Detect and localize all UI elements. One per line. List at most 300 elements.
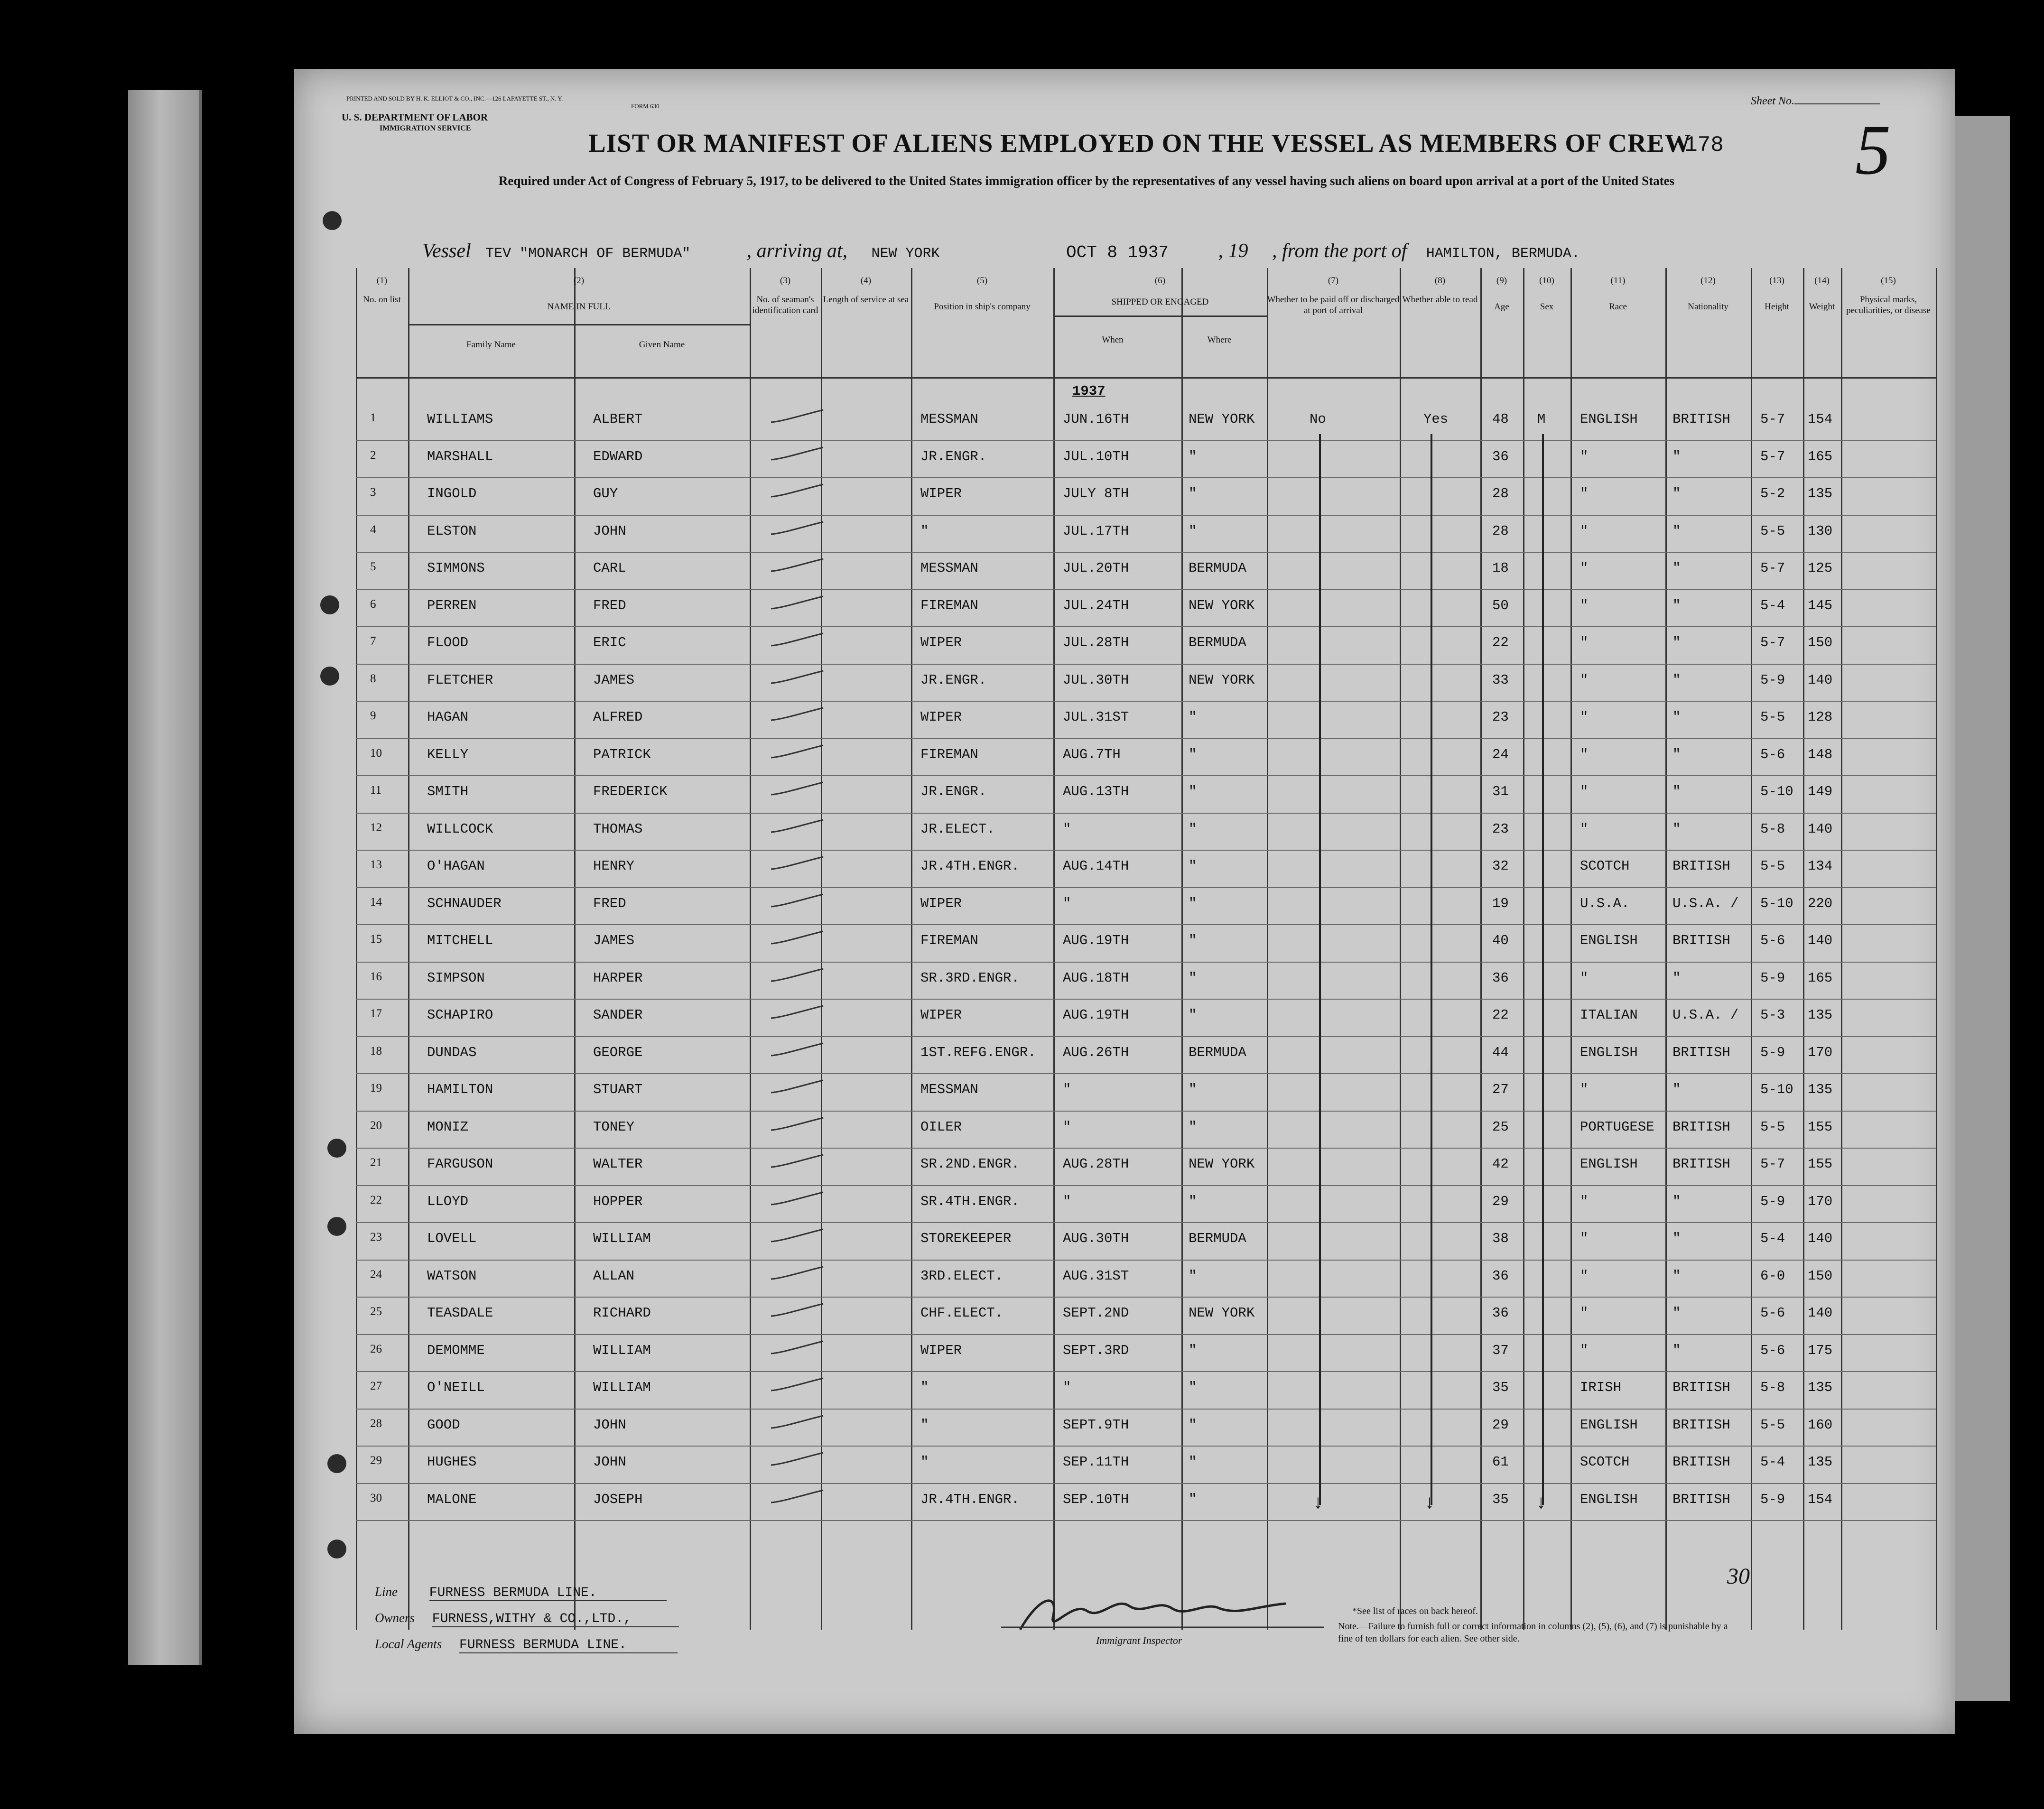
cell-age: 50 bbox=[1492, 597, 1509, 613]
cell-row-number: 12 bbox=[370, 821, 382, 834]
cell-height: 5-9 bbox=[1760, 672, 1785, 688]
cell-age: 25 bbox=[1492, 1119, 1509, 1135]
cell-given-name: RICHARD bbox=[593, 1305, 651, 1321]
cell-paid-off: No bbox=[1310, 411, 1326, 427]
cell-nationality: " bbox=[1672, 709, 1681, 725]
column-rule bbox=[1053, 268, 1055, 1630]
cell-height: 5-8 bbox=[1760, 1380, 1785, 1395]
column-header-c13: Height bbox=[1765, 302, 1789, 312]
cell-position: WIPER bbox=[920, 635, 962, 650]
row-rule bbox=[356, 775, 1936, 776]
cell-position: FIREMAN bbox=[920, 597, 978, 613]
back-page-edge bbox=[1950, 116, 2010, 1701]
cell-weight: 145 bbox=[1808, 597, 1833, 613]
cell-position: 3RD.ELECT. bbox=[920, 1268, 1003, 1284]
cell-nationality: " bbox=[1672, 1231, 1681, 1246]
cell-age: 22 bbox=[1492, 635, 1509, 650]
cell-age: 44 bbox=[1492, 1044, 1509, 1060]
cell-shipped-place: NEW YORK bbox=[1189, 672, 1255, 688]
cell-height: 5-9 bbox=[1760, 1491, 1785, 1507]
column-header-c5: Position in ship's company bbox=[934, 302, 1031, 312]
column-header-c8: Whether able to read bbox=[1402, 295, 1478, 305]
cell-age: 35 bbox=[1492, 1380, 1509, 1395]
cell-shipped-place: BERMUDA bbox=[1189, 1044, 1246, 1060]
cell-shipped-date: AUG.7TH bbox=[1063, 746, 1121, 762]
column-header-c13_num: (13) bbox=[1769, 276, 1784, 286]
row-rule bbox=[356, 738, 1936, 739]
cell-age: 36 bbox=[1492, 1305, 1509, 1321]
column-header-c6a: When bbox=[1102, 335, 1124, 345]
cell-position: MESSMAN bbox=[920, 411, 978, 427]
column-header-c3: No. of seaman's identification card bbox=[752, 295, 818, 315]
cell-nationality: BRITISH bbox=[1672, 1119, 1730, 1135]
cell-height: 5-7 bbox=[1760, 560, 1785, 576]
cell-height: 5-5 bbox=[1760, 523, 1785, 539]
cell-race: " bbox=[1580, 523, 1589, 539]
cell-family-name: MONIZ bbox=[427, 1119, 469, 1135]
cell-age: 23 bbox=[1492, 821, 1509, 837]
cell-shipped-place: BERMUDA bbox=[1189, 1231, 1246, 1246]
cell-shipped-date: JUL.17TH bbox=[1063, 523, 1129, 539]
row-rule bbox=[356, 1409, 1936, 1410]
column-rule bbox=[1267, 268, 1268, 1630]
cell-weight: 128 bbox=[1808, 709, 1833, 725]
cell-family-name: MITCHELL bbox=[427, 933, 493, 948]
cell-shipped-place: " bbox=[1189, 1342, 1197, 1358]
cell-position: JR.4TH.ENGR. bbox=[920, 1491, 1020, 1507]
arrow-head-icon: ↓ bbox=[1535, 1493, 1547, 1514]
cell-sex: M bbox=[1537, 411, 1546, 427]
checkmark-icon bbox=[769, 967, 826, 984]
cell-weight: 170 bbox=[1808, 1193, 1833, 1209]
cell-family-name: FARGUSON bbox=[427, 1156, 493, 1172]
cell-shipped-date: SEP.10TH bbox=[1063, 1491, 1129, 1507]
cell-age: 38 bbox=[1492, 1231, 1509, 1246]
cell-height: 5-7 bbox=[1760, 1156, 1785, 1172]
cell-age: 40 bbox=[1492, 933, 1509, 948]
cell-shipped-place: " bbox=[1189, 1119, 1197, 1135]
cell-height: 5-4 bbox=[1760, 1231, 1785, 1246]
cell-row-number: 4 bbox=[370, 523, 376, 536]
cell-nationality: " bbox=[1672, 635, 1681, 650]
column-header-c11: Race bbox=[1609, 302, 1627, 312]
owners-value: FURNESS,WITHY & CO.,LTD., bbox=[432, 1612, 679, 1627]
row-rule bbox=[356, 1111, 1936, 1112]
column-rule bbox=[574, 268, 576, 1630]
cell-shipped-place: " bbox=[1189, 858, 1197, 874]
cell-age: 36 bbox=[1492, 1268, 1509, 1284]
cell-family-name: SIMPSON bbox=[427, 970, 485, 986]
cell-given-name: JOHN bbox=[593, 523, 626, 539]
cell-shipped-place: " bbox=[1189, 1454, 1197, 1470]
cell-race: " bbox=[1580, 784, 1589, 799]
cell-position: FIREMAN bbox=[920, 746, 978, 762]
total-count: 30 bbox=[1727, 1564, 1750, 1589]
cell-shipped-date: AUG.19TH bbox=[1063, 1007, 1129, 1023]
punch-hole bbox=[327, 1217, 346, 1236]
footer-agents: Local Agents FURNESS BERMUDA LINE. bbox=[375, 1637, 678, 1653]
handwritten-sheet-number: 5 bbox=[1855, 111, 1891, 189]
checkmark-icon bbox=[769, 594, 826, 612]
cell-given-name: JOHN bbox=[593, 1454, 626, 1470]
page-subtitle: Required under Act of Congress of February 5, 1917, to be delivered to the United States immigration officer by the representatives of any vessel having such aliens on board upon arrival at a port of the United States bbox=[498, 174, 1675, 188]
cell-position: 1ST.REFG.ENGR. bbox=[920, 1044, 1036, 1060]
cell-age: 28 bbox=[1492, 523, 1509, 539]
cell-weight: 140 bbox=[1808, 821, 1833, 837]
cell-height: 5-8 bbox=[1760, 821, 1785, 837]
cell-height: 6-0 bbox=[1760, 1268, 1785, 1284]
column-header-c1: No. on list bbox=[363, 295, 401, 305]
paid-off-arrow bbox=[1319, 434, 1321, 1505]
cell-weight: 175 bbox=[1808, 1342, 1833, 1358]
cell-height: 5-9 bbox=[1760, 970, 1785, 986]
cell-family-name: WILLIAMS bbox=[427, 411, 493, 427]
cell-weight: 160 bbox=[1808, 1417, 1833, 1433]
cell-weight: 125 bbox=[1808, 560, 1833, 576]
cell-nationality: " bbox=[1672, 784, 1681, 799]
column-header-c6_num: (6) bbox=[1154, 276, 1166, 286]
row-rule bbox=[356, 1520, 1936, 1521]
cell-family-name: HAMILTON bbox=[427, 1082, 493, 1097]
checkmark-icon bbox=[769, 520, 826, 537]
cell-given-name: FRED bbox=[593, 895, 626, 911]
cell-given-name: STUART bbox=[593, 1082, 643, 1097]
cell-row-number: 3 bbox=[370, 486, 376, 499]
cell-nationality: U.S.A. / bbox=[1672, 895, 1739, 911]
column-header-c8_num: (8) bbox=[1434, 276, 1446, 286]
cell-shipped-place: " bbox=[1189, 895, 1197, 911]
cell-shipped-date: JUN.16TH bbox=[1063, 411, 1129, 427]
column-rule bbox=[911, 268, 912, 1630]
row-rule bbox=[356, 887, 1936, 888]
cell-given-name: JAMES bbox=[593, 672, 635, 688]
cell-row-number: 25 bbox=[370, 1305, 382, 1318]
cell-weight: 135 bbox=[1808, 1380, 1833, 1395]
cell-race: " bbox=[1580, 560, 1589, 576]
row-rule bbox=[356, 552, 1936, 553]
cell-family-name: MARSHALL bbox=[427, 448, 493, 464]
cell-given-name: WILLIAM bbox=[593, 1380, 651, 1395]
cell-given-name: FREDERICK bbox=[593, 784, 668, 799]
column-header-c15: Physical marks, peculiarities, or disease bbox=[1846, 295, 1931, 315]
cell-nationality: BRITISH bbox=[1672, 1156, 1730, 1172]
cell-row-number: 26 bbox=[370, 1342, 382, 1355]
cell-height: 5-6 bbox=[1760, 746, 1785, 762]
cell-race: PORTUGESE bbox=[1580, 1119, 1654, 1135]
cell-nationality: BRITISH bbox=[1672, 858, 1730, 874]
vessel-line: Vessel TEV "MONARCH OF BERMUDA" , arriving at, NEW YORK OCT 8 1937 , 19 , from the port of HAMILTON, BERMUDA. bbox=[422, 240, 1580, 262]
cell-nationality: BRITISH bbox=[1672, 1380, 1730, 1395]
row-rule bbox=[356, 515, 1936, 516]
column-header-c7: Whether to be paid off or discharged at port of arrival bbox=[1267, 295, 1400, 315]
cell-height: 5-10 bbox=[1760, 784, 1793, 799]
cell-shipped-place: " bbox=[1189, 1082, 1197, 1097]
cell-given-name: GUY bbox=[593, 486, 618, 501]
cell-race: " bbox=[1580, 1305, 1589, 1321]
cell-height: 5-5 bbox=[1760, 858, 1785, 874]
cell-race: " bbox=[1580, 970, 1589, 986]
column-header-c6b: Where bbox=[1207, 335, 1232, 345]
column-rule bbox=[408, 268, 409, 1630]
arrow-head-icon: ↓ bbox=[1312, 1493, 1324, 1514]
penalty-note: Note.—Failure to furnish full or correct information in columns (2), (5), (6), and (7) is punishable by a fine of ten dollars for each alien. See other side. bbox=[1338, 1621, 1728, 1644]
cell-family-name: LLOYD bbox=[427, 1193, 469, 1209]
cell-family-name: TEASDALE bbox=[427, 1305, 493, 1321]
cell-row-number: 10 bbox=[370, 746, 382, 760]
cell-shipped-date: AUG.31ST bbox=[1063, 1268, 1129, 1284]
column-header-c1_num: (1) bbox=[376, 276, 388, 286]
column-header-c12: Nationality bbox=[1688, 302, 1728, 312]
cell-family-name: PERREN bbox=[427, 597, 477, 613]
row-rule bbox=[356, 1446, 1936, 1447]
cell-able-to-read: Yes bbox=[1423, 411, 1449, 427]
column-rule bbox=[1803, 268, 1804, 1630]
cell-shipped-date: JUL.24TH bbox=[1063, 597, 1129, 613]
cell-race: SCOTCH bbox=[1580, 858, 1630, 874]
checkmark-icon bbox=[769, 445, 826, 463]
cell-weight: 140 bbox=[1808, 1231, 1833, 1246]
cell-age: 22 bbox=[1492, 1007, 1509, 1023]
cell-nationality: BRITISH bbox=[1672, 1417, 1730, 1433]
checkmark-icon bbox=[769, 929, 826, 946]
checkmark-icon bbox=[769, 1041, 826, 1058]
cell-given-name: HENRY bbox=[593, 858, 635, 874]
cell-shipped-place: " bbox=[1189, 1380, 1197, 1395]
cell-position: WIPER bbox=[920, 1007, 962, 1023]
cell-shipped-place: " bbox=[1189, 1417, 1197, 1433]
cell-family-name: HUGHES bbox=[427, 1454, 477, 1470]
cell-family-name: SCHNAUDER bbox=[427, 895, 502, 911]
cell-given-name: ALLAN bbox=[593, 1268, 635, 1284]
cell-race: " bbox=[1580, 1082, 1589, 1097]
cell-nationality: BRITISH bbox=[1672, 1454, 1730, 1470]
cell-shipped-place: " bbox=[1189, 746, 1197, 762]
row-rule bbox=[356, 1297, 1936, 1298]
cell-family-name: ELSTON bbox=[427, 523, 477, 539]
cell-height: 5-6 bbox=[1760, 933, 1785, 948]
column-rule bbox=[356, 268, 357, 1630]
punch-hole bbox=[320, 595, 339, 614]
checkmark-icon bbox=[769, 1116, 826, 1133]
row-rule bbox=[356, 1222, 1936, 1223]
cell-weight: 148 bbox=[1808, 746, 1833, 762]
row-rule bbox=[356, 626, 1936, 627]
cell-race: " bbox=[1580, 672, 1589, 688]
cell-nationality: " bbox=[1672, 448, 1681, 464]
cell-race: " bbox=[1580, 597, 1589, 613]
cell-height: 5-4 bbox=[1760, 1454, 1785, 1470]
cell-weight: 170 bbox=[1808, 1044, 1833, 1060]
checkmark-icon bbox=[769, 669, 826, 686]
cell-given-name: THOMAS bbox=[593, 821, 643, 837]
cell-nationality: BRITISH bbox=[1672, 1491, 1730, 1507]
cell-height: 5-7 bbox=[1760, 411, 1785, 427]
cell-position: SR.2ND.ENGR. bbox=[920, 1156, 1020, 1172]
column-header-c2: NAME IN FULL bbox=[547, 302, 611, 312]
checkmark-icon bbox=[769, 557, 826, 574]
cell-age: 33 bbox=[1492, 672, 1509, 688]
cell-shipped-place: NEW YORK bbox=[1189, 1156, 1255, 1172]
cell-given-name: JOHN bbox=[593, 1417, 626, 1433]
cell-age: 35 bbox=[1492, 1491, 1509, 1507]
checkmark-icon bbox=[769, 1414, 826, 1431]
cell-family-name: SIMMONS bbox=[427, 560, 485, 576]
row-rule bbox=[356, 1185, 1936, 1186]
cell-age: 48 bbox=[1492, 411, 1509, 427]
cell-given-name: WALTER bbox=[593, 1156, 643, 1172]
cell-shipped-date: JUL.31ST bbox=[1063, 709, 1129, 725]
row-rule bbox=[356, 701, 1936, 702]
column-header-c15_num: (15) bbox=[1881, 276, 1896, 286]
cell-height: 5-6 bbox=[1760, 1305, 1785, 1321]
cell-position: " bbox=[920, 1454, 929, 1470]
checkmark-icon bbox=[769, 482, 826, 500]
column-rule bbox=[1570, 268, 1572, 1630]
department-label: U. S. DEPARTMENT OF LABOR IMMIGRATION SERVICE bbox=[342, 111, 488, 132]
cell-height: 5-10 bbox=[1760, 895, 1793, 911]
cell-age: 61 bbox=[1492, 1454, 1509, 1470]
cell-given-name: JAMES bbox=[593, 933, 635, 948]
column-header-c10: Sex bbox=[1540, 302, 1554, 312]
year-note: 1937 bbox=[1072, 383, 1106, 399]
checkmark-icon bbox=[769, 1265, 826, 1282]
row-rule bbox=[356, 1036, 1936, 1037]
cell-given-name: ALBERT bbox=[593, 411, 643, 427]
punch-hole bbox=[327, 1454, 346, 1473]
checkmark-icon bbox=[769, 1376, 826, 1393]
cell-weight: 134 bbox=[1808, 858, 1833, 874]
cell-height: 5-6 bbox=[1760, 1342, 1785, 1358]
cell-race: ENGLISH bbox=[1580, 411, 1638, 427]
cell-family-name: SMITH bbox=[427, 784, 469, 799]
cell-shipped-place: " bbox=[1189, 448, 1197, 464]
cell-family-name: FLOOD bbox=[427, 635, 469, 650]
cell-nationality: " bbox=[1672, 746, 1681, 762]
cell-position: SR.4TH.ENGR. bbox=[920, 1193, 1020, 1209]
checkmark-icon bbox=[769, 408, 826, 425]
cell-shipped-date: AUG.26TH bbox=[1063, 1044, 1129, 1060]
cell-row-number: 13 bbox=[370, 858, 382, 871]
row-rule bbox=[356, 1073, 1936, 1074]
crew-table bbox=[356, 268, 1931, 1630]
cell-weight: 140 bbox=[1808, 933, 1833, 948]
cell-race: ENGLISH bbox=[1580, 1417, 1638, 1433]
cell-family-name: HAGAN bbox=[427, 709, 469, 725]
cell-row-number: 5 bbox=[370, 560, 376, 573]
cell-race: " bbox=[1580, 635, 1589, 650]
cell-nationality: BRITISH bbox=[1672, 411, 1730, 427]
cell-family-name: SCHAPIRO bbox=[427, 1007, 493, 1023]
cell-shipped-date: JUL.28TH bbox=[1063, 635, 1129, 650]
footer-line: Line FURNESS BERMUDA LINE. bbox=[375, 1585, 667, 1601]
cell-shipped-place: " bbox=[1189, 709, 1197, 725]
column-rule bbox=[1400, 268, 1401, 1630]
column-header-c11_num: (11) bbox=[1610, 276, 1626, 286]
cell-given-name: JOSEPH bbox=[593, 1491, 643, 1507]
cell-age: 29 bbox=[1492, 1417, 1509, 1433]
cell-nationality: " bbox=[1672, 486, 1681, 501]
cell-nationality: " bbox=[1672, 597, 1681, 613]
arrival-port: NEW YORK bbox=[871, 246, 940, 262]
cell-weight: 140 bbox=[1808, 672, 1833, 688]
cell-nationality: " bbox=[1672, 560, 1681, 576]
cell-position: STOREKEEPER bbox=[920, 1231, 1012, 1246]
cell-given-name: EDWARD bbox=[593, 448, 643, 464]
header-rule bbox=[1053, 315, 1267, 317]
cell-height: 5-3 bbox=[1760, 1007, 1785, 1023]
sex-arrow bbox=[1542, 434, 1544, 1505]
checkmark-icon bbox=[769, 780, 826, 798]
cell-position: OILER bbox=[920, 1119, 962, 1135]
cell-shipped-date: " bbox=[1063, 1380, 1071, 1395]
cell-height: 5-7 bbox=[1760, 635, 1785, 650]
checkmark-icon bbox=[769, 1227, 826, 1244]
cell-position: CHF.ELECT. bbox=[920, 1305, 1003, 1321]
cell-row-number: 9 bbox=[370, 709, 376, 722]
cell-family-name: FLETCHER bbox=[427, 672, 493, 688]
cell-row-number: 15 bbox=[370, 933, 382, 946]
cell-nationality: " bbox=[1672, 821, 1681, 837]
cell-family-name: MALONE bbox=[427, 1491, 477, 1507]
vessel-name: TEV "MONARCH OF BERMUDA" bbox=[485, 246, 691, 262]
cell-shipped-date: AUG.30TH bbox=[1063, 1231, 1129, 1246]
cell-height: 5-9 bbox=[1760, 1193, 1785, 1209]
cell-position: WIPER bbox=[920, 1342, 962, 1358]
cell-nationality: " bbox=[1672, 523, 1681, 539]
cell-position: JR.ENGR. bbox=[920, 784, 987, 799]
races-note: *See list of races on back hereof. bbox=[1352, 1606, 1478, 1616]
row-rule bbox=[356, 1148, 1936, 1149]
cell-shipped-date: " bbox=[1063, 1193, 1071, 1209]
cell-shipped-date: AUG.14TH bbox=[1063, 858, 1129, 874]
cell-given-name: TONEY bbox=[593, 1119, 635, 1135]
column-header-c10_num: (10) bbox=[1539, 276, 1554, 286]
cell-nationality: " bbox=[1672, 1082, 1681, 1097]
cell-nationality: " bbox=[1672, 672, 1681, 688]
cell-given-name: PATRICK bbox=[593, 746, 651, 762]
cell-given-name: WILLIAM bbox=[593, 1342, 651, 1358]
cell-shipped-date: " bbox=[1063, 821, 1071, 837]
cell-weight: 135 bbox=[1808, 1082, 1833, 1097]
cell-position: " bbox=[920, 1380, 929, 1395]
cell-height: 5-5 bbox=[1760, 1417, 1785, 1433]
cell-weight: 135 bbox=[1808, 1007, 1833, 1023]
cell-age: 37 bbox=[1492, 1342, 1509, 1358]
row-rule bbox=[356, 1260, 1936, 1261]
cell-shipped-place: BERMUDA bbox=[1189, 635, 1246, 650]
cell-shipped-place: " bbox=[1189, 970, 1197, 986]
column-rule bbox=[1751, 268, 1752, 1630]
cell-weight: 150 bbox=[1808, 1268, 1833, 1284]
cell-family-name: INGOLD bbox=[427, 486, 477, 501]
row-rule bbox=[356, 1334, 1936, 1335]
cell-position: WIPER bbox=[920, 709, 962, 725]
row-rule bbox=[356, 1371, 1936, 1372]
column-header-c12_num: (12) bbox=[1700, 276, 1716, 286]
cell-shipped-date: SEPT.9TH bbox=[1063, 1417, 1129, 1433]
cell-row-number: 27 bbox=[370, 1380, 382, 1392]
cell-row-number: 17 bbox=[370, 1007, 382, 1020]
cell-shipped-date: AUG.19TH bbox=[1063, 933, 1129, 948]
cell-age: 24 bbox=[1492, 746, 1509, 762]
page-title: LIST OR MANIFEST OF ALIENS EMPLOYED ON THE VESSEL AS MEMBERS OF CREW bbox=[588, 129, 1691, 158]
cell-weight: 165 bbox=[1808, 448, 1833, 464]
cell-weight: 155 bbox=[1808, 1119, 1833, 1135]
checkmark-icon bbox=[769, 1078, 826, 1095]
cell-given-name: HARPER bbox=[593, 970, 643, 986]
row-rule bbox=[356, 999, 1936, 1000]
cell-position: WIPER bbox=[920, 486, 962, 501]
